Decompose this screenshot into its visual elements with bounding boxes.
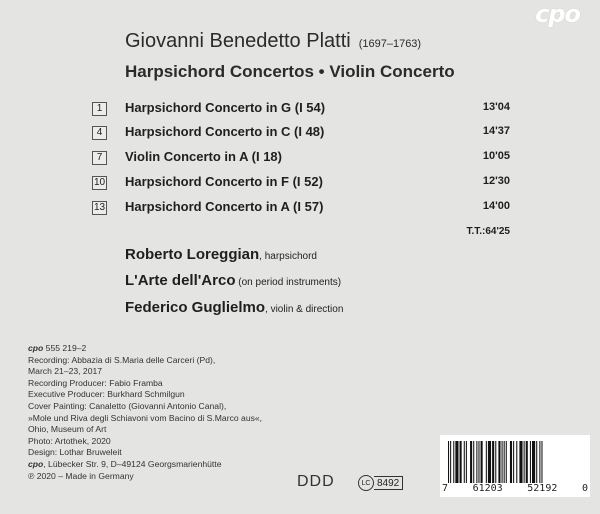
label-code-circle: LC xyxy=(358,475,374,491)
barcode-bar xyxy=(539,441,540,483)
performer-soloist xyxy=(125,246,317,263)
barcode-bar xyxy=(519,441,522,483)
credit-line: Recording: Abbazia di S.Maria delle Carceri (Pd), xyxy=(28,354,216,365)
track-title: Harpsichord Concerto in F (I 52) xyxy=(125,174,323,189)
total-time: T.T.:64'25 xyxy=(466,226,510,237)
catalog-number-line xyxy=(28,343,262,355)
credit-line: March 21–23, 2017 xyxy=(28,366,103,377)
barcode-bar xyxy=(473,441,474,483)
performer-director xyxy=(125,299,343,316)
track-row xyxy=(0,171,600,195)
copyright-line: ℗ 2020 – Made in Germany xyxy=(28,470,134,481)
credit-line: Recording Producer: Fabio Framba xyxy=(28,377,163,388)
barcode-bar xyxy=(524,441,525,483)
barcode-bar xyxy=(526,441,528,483)
credit-line: Design: Lothar Bruweleit xyxy=(28,447,122,458)
barcode-bar xyxy=(455,441,458,483)
track-title: Harpsichord Concerto in A (I 57) xyxy=(125,199,324,214)
barcode-digit-group: 0 xyxy=(581,483,588,494)
barcode-bar xyxy=(481,441,483,483)
barcode-bar xyxy=(448,441,449,483)
barcode-bar xyxy=(506,441,507,483)
barcode-digit-group: 7 xyxy=(442,483,449,494)
track-number: 4 xyxy=(92,126,107,140)
barcode-bar xyxy=(476,441,477,483)
credits-block xyxy=(28,343,262,482)
barcode-bar xyxy=(502,441,503,483)
barcode-bar xyxy=(513,441,514,483)
barcode-bar xyxy=(495,441,496,483)
address: , Lübecker Str. 9, D–49124 Georgsmarienhütte xyxy=(43,458,222,469)
barcode-digit-group: 52192 xyxy=(527,483,558,494)
address-line xyxy=(28,459,262,471)
barcode-bar xyxy=(510,441,512,483)
barcode-bars xyxy=(448,441,582,483)
track-time: 12'30 xyxy=(482,175,510,187)
barcode-bar xyxy=(486,441,487,483)
track-row xyxy=(0,196,600,220)
track-title: Harpsichord Concerto in C (I 48) xyxy=(125,124,325,139)
ddd-code: DDD xyxy=(297,473,335,490)
track-number: 7 xyxy=(92,151,107,165)
track-row xyxy=(0,121,600,145)
album-subtitle: Harpsichord Concertos • Violin Concerto xyxy=(125,62,455,81)
track-title: Violin Concerto in A (I 18) xyxy=(125,149,282,164)
track-time: 13'04 xyxy=(482,101,510,113)
track-number: 13 xyxy=(93,202,106,213)
barcode xyxy=(440,435,590,497)
credit-line: Executive Producer: Burkhard Schmilgun xyxy=(28,389,185,400)
barcode-bar xyxy=(492,441,494,483)
barcode-digit-group: 61203 xyxy=(472,483,503,494)
composer-name: Giovanni Benedetto Platti xyxy=(125,30,351,52)
barcode-bar xyxy=(464,441,465,483)
performer-name: Federico Guglielmo xyxy=(125,299,266,316)
credit-line: Cover Painting: Canaletto (Giovanni Antonio Canal), xyxy=(28,400,227,411)
track-time: 14'00 xyxy=(482,200,510,212)
composer-dates: (1697–1763) xyxy=(358,38,422,50)
track-time: 14'37 xyxy=(482,125,510,137)
performer-name: L'Arte dell'Arco xyxy=(125,272,236,289)
barcode-bar xyxy=(470,441,472,483)
barcode-bar xyxy=(504,441,505,483)
performer-role: , violin & direction xyxy=(265,304,344,315)
performer-role: (on period instruments) xyxy=(235,277,342,288)
barcode-bar xyxy=(478,441,479,483)
cpo-brand: cpo xyxy=(28,343,44,353)
cpo-brand: cpo xyxy=(28,458,44,469)
label-code xyxy=(358,475,403,491)
barcode-bar xyxy=(453,441,454,483)
track-row xyxy=(0,146,600,170)
credit-line: Ohio, Museum of Art xyxy=(28,424,107,435)
performer-name: Roberto Loreggian xyxy=(125,246,260,263)
barcode-bar xyxy=(488,441,491,483)
barcode-bar xyxy=(450,441,451,483)
catalog-number: 555 219–2 xyxy=(43,343,87,353)
barcode-bar xyxy=(466,441,467,483)
track-time: 10'05 xyxy=(482,150,510,162)
barcode-digits xyxy=(440,483,590,494)
barcode-bar xyxy=(532,441,535,483)
track-number: 1 xyxy=(92,102,107,116)
track-number: 10 xyxy=(93,177,106,188)
credit-line: »Mole und Riva degli Schiavoni vom Bacino di S.Marco aus«, xyxy=(28,412,263,423)
barcode-bar xyxy=(460,441,462,483)
cpo-logo: cpo xyxy=(535,0,580,28)
barcode-bar xyxy=(541,441,542,483)
barcode-bar xyxy=(530,441,531,483)
performer-role: , harpsichord xyxy=(259,251,317,262)
barcode-bar xyxy=(536,441,537,483)
performer-ensemble xyxy=(125,272,341,289)
label-code-number: 8492 xyxy=(374,476,403,490)
track-row xyxy=(0,97,600,121)
barcode-bar xyxy=(516,441,517,483)
barcode-bar xyxy=(498,441,500,483)
composer-heading xyxy=(125,30,421,53)
credit-line: Photo: Artothek, 2020 xyxy=(28,435,111,446)
track-title: Harpsichord Concerto in G (I 54) xyxy=(125,100,326,115)
